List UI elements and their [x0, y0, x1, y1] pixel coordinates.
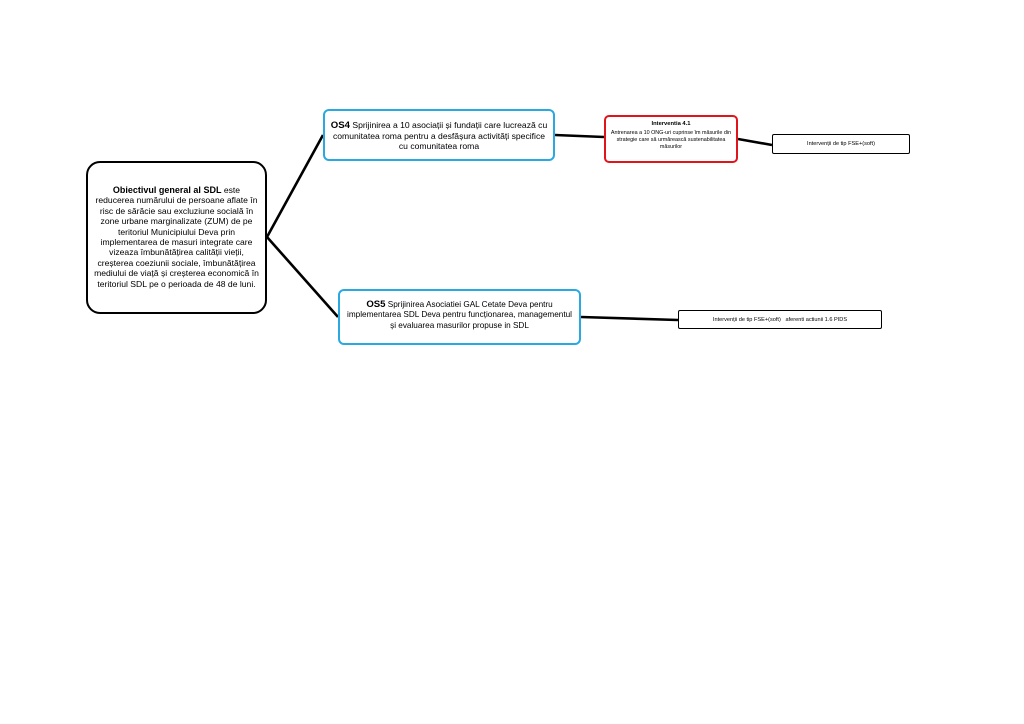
- connector-os5-leaf2: [581, 317, 678, 320]
- intervention-4-1-box: [604, 115, 738, 163]
- connector-goal-os5: [267, 237, 338, 317]
- general-objective-box: [86, 161, 267, 314]
- connector-goal-os4: [267, 135, 323, 237]
- os5-code: OS5: [366, 299, 386, 310]
- general-objective-title: Obiectivul general al SDL: [112, 185, 222, 195]
- fse-soft-box-os5: [678, 310, 882, 329]
- fse-soft-box-os4: [772, 134, 910, 154]
- os4-box: [323, 109, 555, 161]
- os5-text: Sprijinirea Asociatiei GAL Cetate Deva pentru implementarea SDL Deva pentru funcționarea, managementul și evaluarea masurilor propuse in SDL: [347, 300, 572, 330]
- connector-os4-intervention: [555, 135, 604, 137]
- connector-intervention-leaf1: [738, 139, 772, 145]
- general-objective-text: este reducerea numărului de persoane aflate în risc de sărăcie sau excluziune socială în zone urbane marginalizate (ZUM) de pe teritoriul Municipiului Deva prin implementarea de masuri integrate care vizeaza îmbunătățirea calității vieții, creșterea coeziunii sociale, îmbunătățirea mediului de viață și creșterea economică în teritoriul SDL pe o perioada de 48 de luni.: [94, 185, 259, 289]
- intervention-title: Interventia 4.1: [651, 121, 691, 127]
- os4-text: Sprijinirea a 10 asociații și fundații care lucrează cu comunitatea roma pentru a desfășura activități specifice cu comunitatea roma: [332, 120, 548, 152]
- os5-box: [338, 289, 581, 345]
- fse-soft-label-os4: Intervenții de tip FSE+(soft): [807, 141, 875, 147]
- intervention-text: Antrenarea a 10 ONG-uri cuprinse îm măsurile din strategie care să urmărească sustenabilitatea măsurilor: [610, 130, 732, 150]
- fse-soft-label-os5: Intervenții de tip FSE+(soft) aferenti actiunii 1.6 PIDS: [712, 316, 848, 323]
- os4-code: OS4: [330, 120, 350, 131]
